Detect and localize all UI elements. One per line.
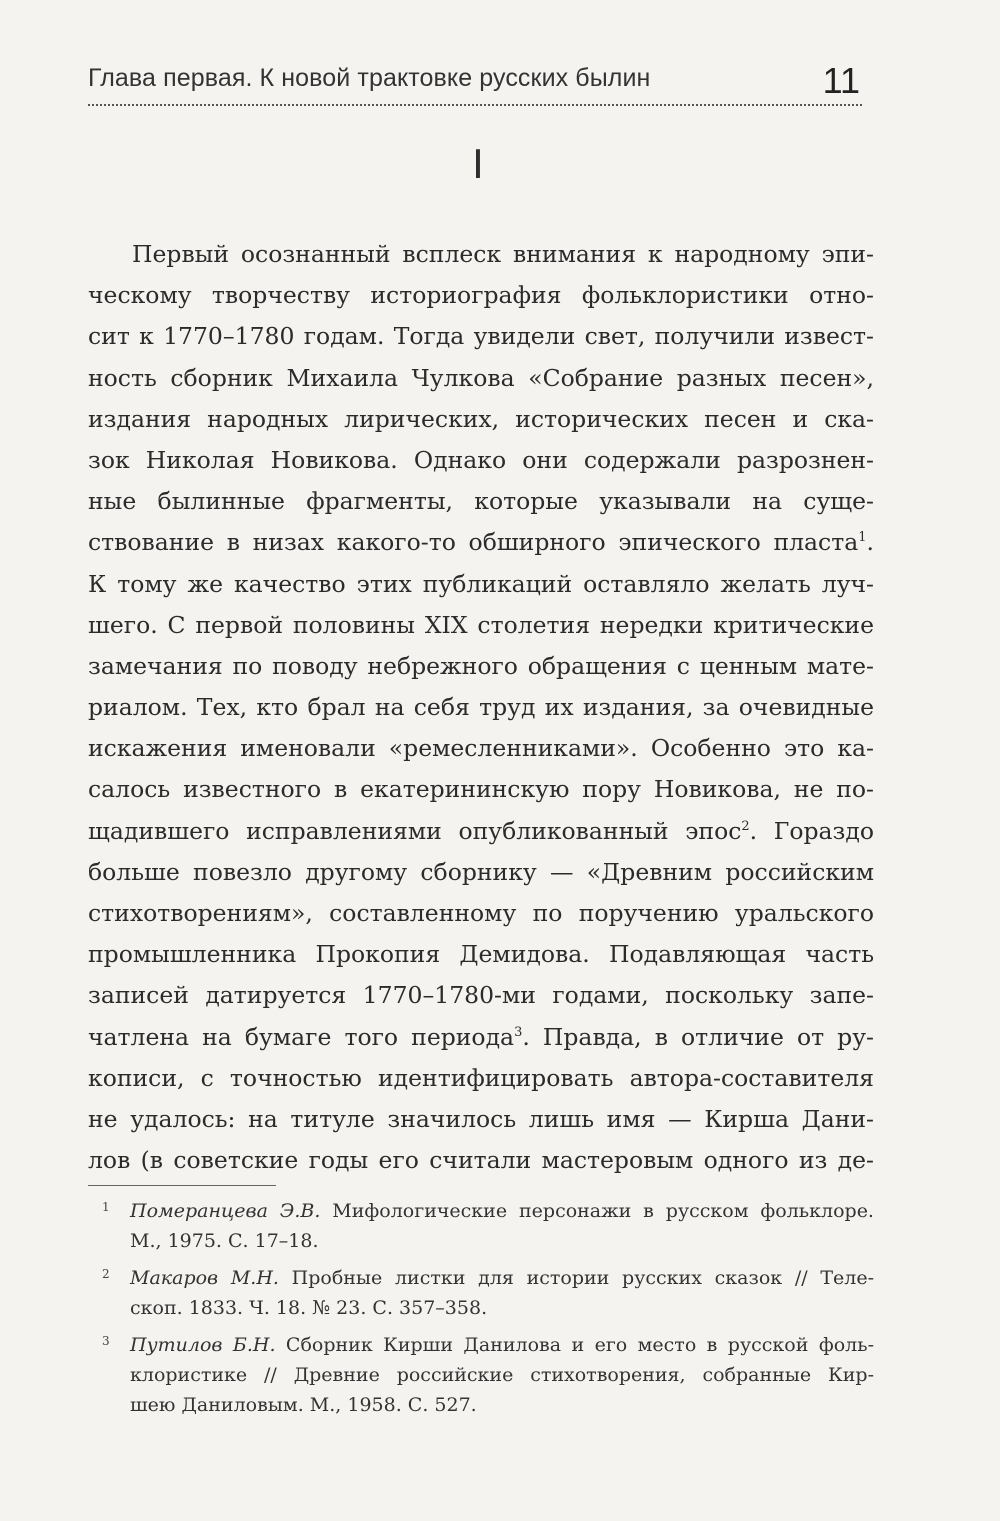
text-line: промышленника Прокопия Демидова. Подавляющая часть [88,940,874,969]
footnote-text: Сборник Кирши Данилова и его место в русской фоль- [275,1334,874,1356]
footnote-author: Путилов Б.Н. [130,1334,276,1356]
footnote-1 [88,1196,874,1256]
footnote-3 [88,1330,874,1420]
footnote-line: М., 1975. С. 17–18. [130,1230,319,1252]
footnote-mark: 1 [102,1200,110,1214]
text-line: ческому творчеству историография фольклористики отно- [88,281,874,310]
text-line: искажения именовали «ремесленниками». Особенно это ка- [88,734,874,763]
page-number: 11 [822,60,860,101]
text-line [88,522,874,563]
text-segment: щадившего исправлениями опубликованный эпос [88,816,742,845]
section-heading: I [472,140,484,187]
footnote-text: Пробные листки для истории русских сказок // Теле- [278,1267,875,1289]
text-line: салось известного в екатерининскую пору Новикова, не по- [88,775,874,804]
text-segment: . [866,528,874,557]
footnote-line [88,1196,874,1226]
footnote-text: Мифологические персонажи в русском фольклоре. [320,1200,874,1222]
text-line: замечания по поводу небрежного обращения с ценным мате- [88,651,874,680]
text-line: зок Николая Новикова. Однако они содержали разрознен- [88,445,874,474]
footnote-line: клористике // Древние российские стихотворения, собранные Кир- [130,1364,874,1386]
footnote-2 [88,1263,874,1323]
footnote-author: Померанцева Э.В. [130,1200,321,1222]
text-line: больше повезло другому сборнику — «Древним российским [88,857,874,886]
text-segment: . Правда, в отличие от ру- [522,1022,874,1051]
text-line: кописи, с точностью идентифицировать автора-составителя [88,1063,874,1092]
text-line: Первый осознанный всплеск внимания к народному эпи- [132,240,874,268]
text-line: ность сборник Михаила Чулкова «Собрание разных песен», [88,363,874,392]
text-line: издания народных лирических, исторических песен и ска- [88,404,874,433]
text-segment: чатлена на бумаге того периода [88,1022,515,1051]
footnote-ref-2[interactable]: 2 [741,818,750,834]
text-line: сит к 1770–1780 годам. Тогда увидели свет, получили извест- [88,322,874,351]
footnote-mark: 2 [102,1267,110,1281]
footnote-ref-1[interactable]: 1 [858,530,867,546]
body-text [88,234,874,1181]
footnote-author: Макаров М.Н. [130,1267,279,1289]
footnote-line [88,1330,874,1360]
text-segment: . Гораздо [749,816,874,845]
text-line: ные былинные фрагменты, которые указывали на суще- [88,487,874,516]
footnote-ref-3[interactable]: 3 [514,1024,523,1040]
text-line: лов (в советские годы его считали мастеровым одного из де- [88,1146,874,1175]
text-line: стихотворениям», составленному по поручению уральского [88,899,874,927]
footnote-line: шею Даниловым. М., 1958. С. 527. [130,1394,477,1416]
text-line [88,811,874,852]
chapter-title: Глава первая. К новой трактовке русских былин [88,64,651,92]
text-line [88,1017,874,1058]
text-line: К тому же качество этих публикаций оставляло желать луч- [88,569,874,598]
text-line: шего. С первой половины XIX столетия нередки критические [88,610,874,639]
text-line: записей датируется 1770–1780-ми годами, поскольку запе- [88,981,874,1010]
text-line: не удалось: на титуле значилось лишь имя — Кирша Дани- [88,1104,874,1133]
text-segment: ствование в низах какого-то обширного эпического пласта [88,528,859,557]
running-header [88,58,862,106]
text-line: риалом. Тех, кто брал на себя труд их издания, за очевидные [88,693,874,722]
footnote-line [88,1263,874,1293]
footnote-divider [88,1185,276,1186]
footnote-mark: 3 [102,1334,110,1348]
footnotes [88,1196,874,1427]
footnote-line: скоп. 1833. Ч. 18. № 23. С. 357–358. [130,1297,488,1319]
